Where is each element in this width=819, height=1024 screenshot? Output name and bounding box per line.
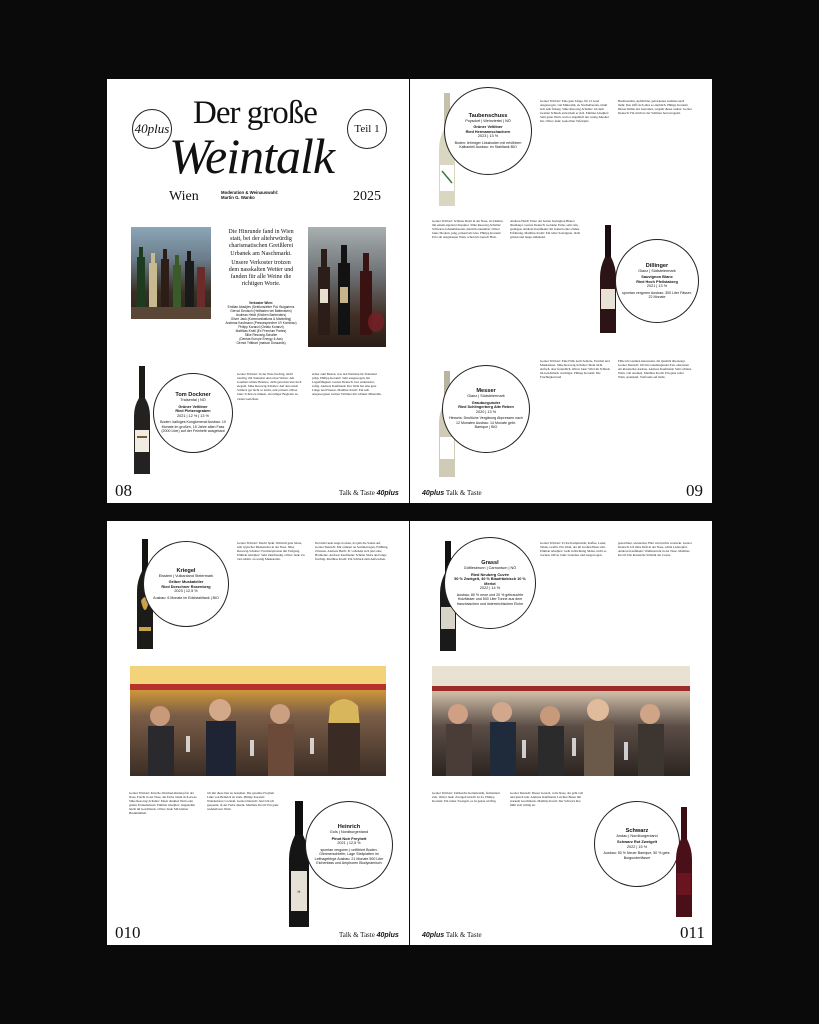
footer-section: Talk & Taste	[339, 931, 375, 939]
wine-origin: Gols | Nordburgenland	[329, 830, 369, 835]
taster: Emilian Abadjiev (Sektionsleiter Pal. Bulgariens	[227, 305, 295, 309]
market-group-illustration	[432, 666, 690, 776]
market-photo-group	[432, 666, 690, 776]
svg-text:H: H	[297, 889, 301, 894]
taster: Silke Resowig-Schaller	[244, 333, 278, 337]
wine-vineyard: Ried Dorschner Rosenberg	[161, 584, 211, 589]
wine-name: Heinrich	[337, 824, 361, 831]
wine-vintage: 2022 | 14 %	[479, 586, 501, 591]
footer-brand: 40plus	[376, 932, 399, 939]
wine-variety: Gelber Muskateller	[168, 579, 204, 585]
wine-note: spontan vergoren | unfiltriert Boden: Glimmerschiefer, Lage Steilplatten im Leithagebirge Ausbau: 21 Monate 500 Liter Eichenfass und Amphoren Biodynamisch	[314, 847, 384, 866]
wine-vintage: 2023 | 12,5 %	[174, 589, 198, 594]
text-column: gezeichnet, wunderbar. Hier wird nichts versteckt. Gernot Deutsch: Ich liebe Duft in der Nase, schön Lederapfel. Andreas Kaufmann: Wahlkonvent in der Nase. Matthias Krotli: Die klassische Stilistik der Cuvée.	[618, 541, 692, 558]
40plus-badge	[132, 109, 172, 149]
tasters-list	[215, 301, 307, 345]
text-column: Andreas Heldt: Einer der besten Sauvignon Blancs überhaupt. Gernot Deutsch: Goldene Farbe, sehr rein, gediegen. Andreas Kaufmann: Im Ganzen eine schöne Erfahrung. Matthias Krotli: Ein toller Sauvignon, dicht gebaut und lange anhaltend.	[510, 219, 581, 240]
page-09	[410, 79, 712, 503]
wine-variety: Schwarz Rot Zweigelt	[617, 839, 657, 845]
wine-name: Schwarz	[625, 827, 649, 834]
text-column: Gernot Trittbart: In der Nase fruchtig, leicht rauchig, mit Steinobst und etwas Würze. Am Gaumen schöne Balance, dicht gewoben und doch elegant. Silke Resowig-Schaller: Auf den ersten Schluck gar nicht so leicht, sehr präsent. Oliver Jauk: Schön zu trinken, ein ruhiger Begleiter zu vielen Gerichten.	[237, 372, 302, 401]
wine-variety: Sauvignon Blanc	[641, 274, 673, 280]
intro-line: Die Hinrunde fand in Wien	[228, 229, 294, 235]
taster: Oliver Jauk (Kommunikations & Marketing)	[230, 317, 292, 321]
wine-note: Ausbau: 6 Monate im Edelstahltank | BIO	[153, 595, 219, 600]
intro-line: Unsere Verkoster trotzen	[231, 259, 291, 266]
intro-line: charismatischen Greißlerei	[228, 243, 294, 250]
wine-circle-grassl	[444, 537, 536, 629]
wine-vineyard: Ried Hermannschachern	[465, 129, 511, 134]
footer	[422, 489, 482, 497]
wine-vintage: 2020 | 13 %	[475, 409, 497, 414]
wine-origin: Eisstein | Vulkanland Steiermark	[158, 573, 214, 578]
text-column: Da bleibt kein Auge trocken, da geht die Sonne auf. Gernot Deutsch: Mir erinnert an Sommerregen, Frühling, Zitronen. Andreas Heldt: Er vollendet sich jetzt eine Harmonie. Andreas Kaufmann: Schöne Säure und lange fruchtig. Matthias Krotli: Ein Schluck zum Aufwachen.	[315, 541, 389, 562]
teil-badge	[347, 109, 387, 149]
year-label: 2025	[353, 189, 381, 204]
taster: Gernot Deutsch (Heilfasten bei Battenstein)	[230, 309, 292, 313]
wine-name: Messer	[476, 388, 496, 395]
taster: Philipp Koranzi (Gelato Koranzi)	[238, 325, 284, 329]
tasting-photo-bottles	[131, 227, 211, 319]
taster: Andreas Kaufmann (Pressesprecher i.R Kornblau)	[225, 321, 297, 325]
footer-brand: 40plus	[422, 490, 445, 497]
page-010	[107, 521, 409, 945]
wine-origin: Glanz | Südsteiermark	[638, 268, 676, 273]
page-number: 011	[680, 923, 705, 942]
wine-circle-kriegel	[143, 541, 229, 627]
wine-variety: Pinot Noir Freyheit	[331, 835, 367, 841]
wine-vintage: 2023 | 13 %	[477, 134, 499, 139]
wine-variety: Grüner Veltliner	[178, 403, 208, 409]
wine-variety: Grauburgunder	[471, 399, 501, 405]
text-column: Gernot Trittbart: Er hat Komplexität, Kaffee, Leder, Tabak, Grafitt. Ein Wein, der im Großen Haus sitzt. Emilian Abadjiev: Geht in Richtung Süden, nicht so trocken. Oliver Jauk: Grandios und ausgewogen.	[540, 541, 607, 558]
wine-vineyard: Ried Hoch Pfeilstaberg	[636, 279, 678, 284]
intro-line: statt, bei der altehrwürdig	[230, 236, 292, 243]
intro-line: fanden für alle Weine die	[230, 274, 292, 281]
bottle-heinrich	[287, 801, 311, 929]
text-column: Gernot Trittbart: Eine Fülle nach Sellerie, Fenchel und Muskatnuss. Silke Resowig-Schaller: Mein nicht einfach, aber freundlich. Oliver Jauk: Wird im Schluck im Geschmack wuchtiger. Philipp Koranzi: Die Fruchtigkeit und	[540, 359, 611, 380]
market-scene-illustration	[130, 666, 386, 776]
market-photo-tasting	[130, 666, 386, 776]
tasters-title: Verkoster Wien:	[248, 301, 274, 305]
wine-name: Tom Dockner	[175, 392, 211, 399]
page-011	[410, 521, 712, 945]
intro-line: Urbanek am Naschmarkt.	[230, 250, 292, 257]
wine-origin: Andau | Nordburgenland	[616, 833, 658, 838]
credit-line1: Moderation & Weinauswahl:	[221, 190, 279, 195]
footer-brand: 40plus	[422, 932, 445, 939]
wine-note: Ausbau: 80 % neue und 20 % gebrauchte Holzfässer und 500 Liter Tonne aus dem französischen und österreichischen Eiche	[456, 592, 524, 606]
wine-circle-messer	[442, 365, 530, 453]
taster: (Dentas Europe Energy & Ass)	[239, 337, 283, 341]
footer-section: Talk & Taste	[445, 489, 482, 497]
wine-vineyard: 50 % Zweigelt, 40 % Blaufränkisch 10 % Merlot	[454, 577, 526, 586]
teil-text: Teil 1	[354, 123, 380, 135]
wine-name: Dillinger	[645, 262, 669, 269]
wine-circle-schwarz	[594, 801, 680, 887]
wine-vintage: 2021 | 12 % | 13 %	[177, 413, 209, 418]
wine-circle-heinrich	[305, 801, 393, 889]
wine-bottles-illustration	[308, 227, 386, 347]
wine-variety: Grüner Veltliner	[473, 124, 503, 130]
tasting-photo-red-wine	[308, 227, 386, 347]
text-column: sicher zum Besten, was den Weinbau im Traisental prägt. Philipp Koranzi: Sehr ausgewogen, hat Lagerfähigkeit. Gernot Deutsch: Gut strukturiert, saftig. Andreas Kaufmann: Der Wein hat eine gute Länge und Finesse. Matthias Krotli: Ein sehr ausgewogener Grüner Veltliner mit schöner Mineralik.	[312, 372, 382, 397]
intro-line: dem nasskalten Wetter und	[228, 267, 294, 274]
wine-circle-dillinger	[615, 239, 699, 323]
badge-text: 40plus	[134, 121, 170, 136]
wine-note: Ausbau: 50 % Neuer Barrique, 50 % gebr. Burgunderfässer	[603, 851, 671, 860]
text-column: ich mir diese hier zu bestellen. Die gesamte Freyheit Linie von Heinrich ist stark. Philipp Koranzi: Wunderbarer Cocktail. Gernot Deutsch: Jetzt bin ich gespannt, in der Farbe dezent. Matthias Krotli: Ein ganz wunderbarer Wein.	[207, 791, 279, 812]
wine-note: Boden: kalkiges Konglomerat Ausbau: 10 Monate im großen, 15 Jahre alten Fass (2000 Liter) auf der Feinhefe ausgebaut	[160, 420, 226, 434]
wine-vineyard: Ried Schlingerberg Alte Reben	[458, 405, 514, 410]
footer-section: Talk & Taste	[445, 931, 482, 939]
wine-name: Taubenschuss	[468, 112, 508, 119]
bottle-dockner	[132, 366, 152, 476]
title-weintalk: Weintalk	[169, 128, 335, 184]
footer-brand: 40plus	[376, 490, 399, 497]
wine-vintage: 2021 | 13 %	[646, 284, 668, 289]
text-column: Gernot Trittbart: Macht Spaß. Wirklich gute Säure, sehr typischer Muskateller in der Nase. Silke Resowig-Schaller: Fruchtexplosion mit Tiefgang. Emilian Abadjiev: Sehr trinkfreudig. Oliver Jauk: Zu viel erklärt, zu wenig Muskateller.	[237, 541, 305, 562]
bottle-schwarz	[674, 807, 694, 919]
wine-name: Grassl	[481, 560, 499, 567]
text-column: Bremsstellen, Apfelbirne, gebackenes Gemüse nach mehr. Das trifft sich alles so ziemlich. Philipp Koranzi: Dieser Kühle des Getreides, vergeht dieser sauber. Gernot Deutsch: Für mich ist der Veltliner hervorragend.	[618, 99, 692, 116]
wine-origin: Göttlesbrunn | Carnuntum | NÖ	[463, 566, 517, 571]
wine-origin: Glanz | Südsteiermark	[467, 394, 505, 399]
wine-note: Boden: lehmiger Lössboden mit erhöhtem Kalkanteil Ausbau: im Stahltank BIO	[454, 140, 522, 150]
text-column: Fülle im Gaumen interessant, die Qualität überzeugt. Gernot Deutsch: Ich bin Grauburgunder-Fan, ansonsten ein klassischer Ausbau. Andreas Kaufmann: Sehr schöner Wein, voll Aromen. Matthias Krotli: Ein ganz toller Wein, spannend, Vorfreude auf mehr.	[618, 359, 692, 380]
wine-note: spontan vergoren Ausbau: 300 Liter Fässer, 22 Monate	[622, 290, 692, 300]
wine-vineyard: Ried Pletzengraben	[175, 409, 211, 414]
intro-text	[215, 229, 307, 289]
wine-note: Hinweis: Deutliche Vergärung Abpressen nach 12 Monaten Ausbau: 14 Monate gebr. Barrique | BIO	[449, 416, 523, 430]
taster: Gernot Trittbart (maison Dossards)	[236, 341, 286, 345]
page-number: 08	[115, 481, 132, 500]
wine-origin: Poysdorf | Weinviertel | NÖ	[465, 118, 511, 123]
wine-vintage: 2021 | 12,5 %	[337, 841, 361, 846]
city-label: Wien	[169, 189, 199, 204]
wine-vintage: 2022 | 15 %	[626, 844, 648, 849]
credit-line2: Martin G. Wanko	[221, 195, 255, 200]
text-column: Gernot Trittbart: Schöner Rötel in der Nase, ist trinkbar, mit einem eigenen Charakter. Silke Resowig-Schaller: Schwarze Johannisbeeren, deutlich erkennbar. Oliver Jauk: Modern, jung, präsent im Glas. Philipp Koranzi: Ein voll ausgebauter Wein, schon im Geruch Holz.	[432, 219, 504, 240]
taster: Matthias Krotli (Ex Premium Partes)	[235, 329, 287, 333]
footer	[339, 489, 399, 497]
footer	[339, 931, 399, 939]
wine-circle-dockner	[153, 373, 233, 453]
intro-line: richtigen Worte.	[241, 281, 281, 288]
text-column: Gernot Trittbart: Eine gute Länge, für 12 Grad ausgewogen, viel Mineralik, zu Stachelbeeren, trinkt sich sehr flüssig. Silke Resowig-Schaller: Ab dem zweiten Schluck entwickelt er sich. Emilian Abadjiev: Sehr guter Wein, weil er angeblich nur wenig Alkohol hat. Oliver Jauk: Gekochter Tafelspitz.	[540, 99, 610, 124]
page-08	[107, 79, 409, 503]
wine-origin: Traisental | NÖ	[180, 398, 206, 403]
wine-name: Kriegel	[176, 567, 196, 574]
bottles-illustration	[131, 227, 211, 319]
taster: Andreas Heldt (Kitchen Bartenders)	[235, 313, 287, 317]
footer-section: Talk & Taste	[339, 489, 375, 497]
text-column: Gernot Trittbart: Zahlreiche Komplexität, fermentiert Zeit. Oliver Jauk: Zweigelt kirscht ist da. Philipp Koranzi: Ein reiner Zweigelt, es ist genau wichtig.	[432, 791, 500, 804]
footer	[422, 931, 482, 939]
page-number: 09	[686, 481, 703, 500]
wine-circle-taubenschuss	[444, 87, 532, 175]
text-column: Gernot Trittbart: Kirsche-Weichsel-Rumtopf in der Nase, Frucht in der Nase, die Farbe trennt sich etwas. Silke Resowig-Schaller: Einen dunklen Wein oder geilen Fernsehabend. Emilian Abadjiev: Angenehm leicht im Geschmack. Oliver Jauk: Mit kleiner Bestimmtheit.	[129, 791, 198, 816]
text-column: Gernot Deutsch: Dieser Geruch, volle Nase, der geht voll und gleich rein. Andreas Kaufmann: Leichter Bauer mit starkem Geschmack. Matthias Krotli: Der Schwarz Rot fühlt sich richtig an.	[510, 791, 584, 808]
wine-variety: Ried Neuberg Cuvée	[470, 571, 510, 577]
page-number: 010	[115, 923, 141, 942]
title-der-grosse: Der große	[193, 95, 317, 131]
